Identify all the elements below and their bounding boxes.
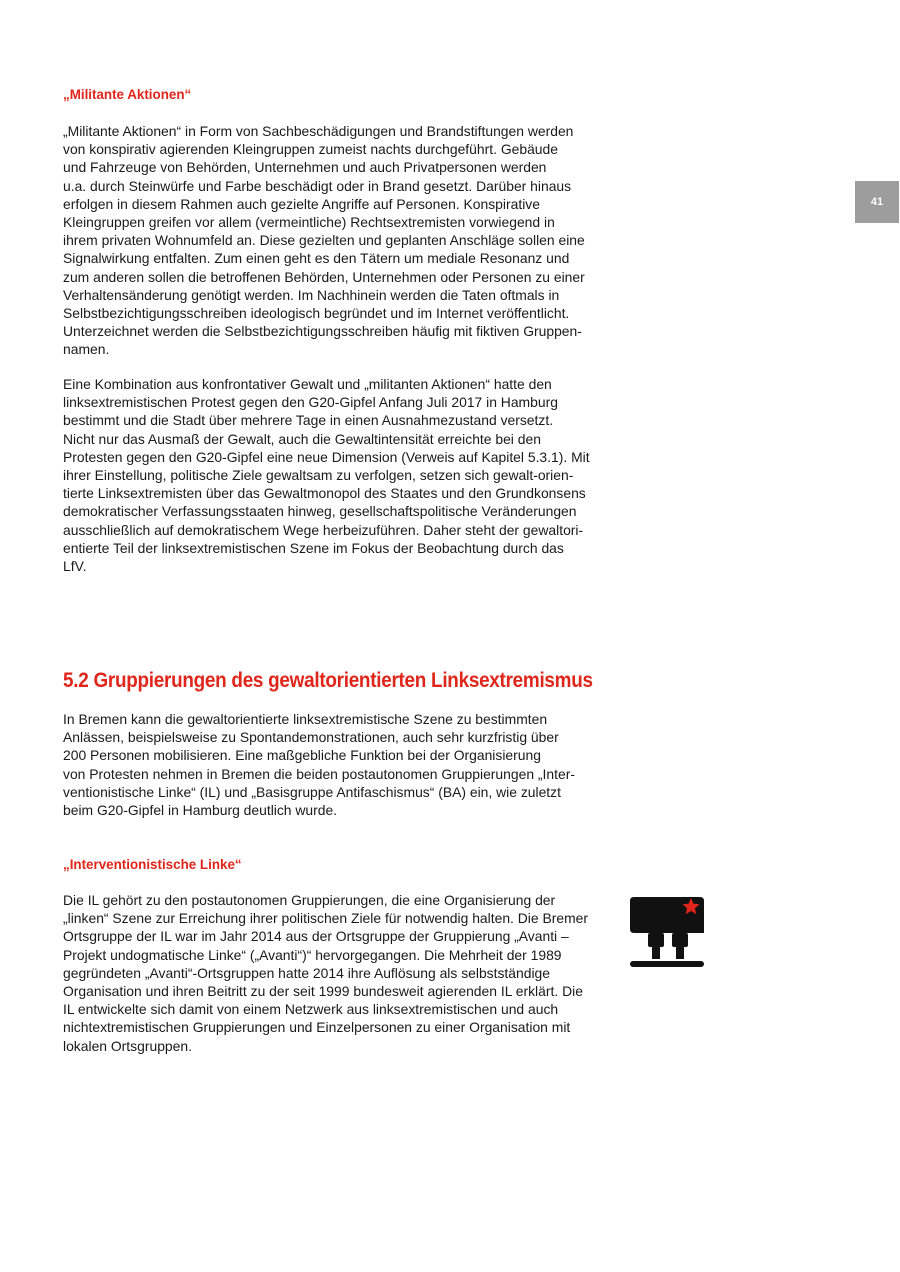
text-line: „linken“ Szene zur Erreichung ihrer politischen Ziele für notwendig halten. Die Bremer <box>63 910 589 927</box>
text-line: Anlässen, beispielsweise zu Spontandemonstrationen, auch sehr kurzfristig über <box>63 729 559 746</box>
text-line: von Protesten nehmen in Bremen die beiden postautonomen Gruppierungen „Inter- <box>63 765 575 782</box>
text-line: ihrem privaten Wohnumfeld an. Diese gezielten und geplanten Anschläge sollen eine <box>63 232 585 249</box>
text-line: lokalen Ortsgruppen. <box>63 1037 192 1054</box>
text-line: entierte Teil der linksextremistischen Szene im Fokus der Beobachtung durch das <box>63 539 564 556</box>
text-line: Signalwirkung entfalten. Zum einen geht es den Tätern um mediale Resonanz und <box>63 250 570 267</box>
text-line: tierte Linksextremisten über das Gewaltmonopol des Staates und den Grundkonsens <box>63 485 586 502</box>
text-line: namen. <box>63 341 110 358</box>
text-line: nichtextremistischen Gruppierungen und Einzelpersonen zu einer Organisation mit <box>63 1019 571 1036</box>
text-line: Ortsgruppe der IL war im Jahr 2014 aus der Ortsgruppe der Gruppierung „Avanti – <box>63 928 569 945</box>
text-line: Eine Kombination aus konfrontativer Gewalt und „militanten Aktionen“ hatte den <box>63 376 552 392</box>
text-line: Verhaltensänderung genötigt werden. Im Nachhinein werden die Taten oftmals in <box>63 286 560 303</box>
logo-right-pillar <box>672 933 688 947</box>
militant-actions-heading: „Militante Aktionen“ <box>63 87 192 102</box>
text-line: bestimmt und die Stadt über mehrere Tage in einen Ausnahmezustand versetzt. <box>63 412 554 429</box>
text-line: u.a. durch Steinwürfe und Farbe beschädigt oder in Brand gesetzt. Darüber hinaus <box>63 177 572 194</box>
text-line: Organisation und ihren Beitritt zu der seit 1999 bundesweit agierenden IL erklärt. Die <box>63 983 583 1000</box>
text-line: Protesten gegen den G20-Gipfel eine neue Dimension (Verweis auf Kapitel 5.3.1). Mit <box>63 448 590 465</box>
text-line: demokratischer Verfassungsstaaten hinweg, gesellschaftspolitische Veränderungen <box>63 503 577 520</box>
text-line: von konspirativ agierenden Kleingruppen zumeist nachts durchgeführt. Gebäude <box>63 141 558 158</box>
text-line: LfV. <box>63 558 87 575</box>
text-line: ausschließlich auf demokratischem Wege herbeizuführen. Daher steht der gewaltori- <box>63 521 584 538</box>
militant-actions-paragraph-2 <box>63 375 611 575</box>
text-line: beim G20-Gipfel in Hamburg deutlich wurde. <box>63 802 338 819</box>
text-line: 200 Personen mobilisieren. Eine maßgebliche Funktion bei der Organisierung <box>63 747 541 764</box>
logo-base <box>630 961 704 967</box>
groups-paragraph-1 <box>63 710 611 819</box>
text-line: IL entwickelte sich damit von einem Netzwerk aus linksextremistischen und auch <box>63 1001 559 1018</box>
text-line: „Militante Aktionen“ in Form von Sachbeschädigungen und Brandstiftungen werden <box>63 123 574 139</box>
text-line: Kleingruppen greifen vor allem (vermeintliche) Rechtsextremisten vorwiegend in <box>63 214 555 231</box>
interventionist-left-heading: „Interventionistische Linke“ <box>63 857 242 872</box>
text-line: In Bremen kann die gewaltorientierte linksextremistische Szene zu bestimmten <box>63 711 548 727</box>
text-line: linksextremistischen Protest gegen den G20-Gipfel Anfang Juli 2017 in Hamburg <box>63 394 558 411</box>
section-heading-5-2: 5.2 Gruppierungen des gewaltorientierten Linksextremismus <box>63 669 593 692</box>
text-line: gegründeten „Avanti“-Ortsgruppen hatte 2014 ihre Auflösung als selbstständige <box>63 964 551 981</box>
page-number: 41 <box>855 181 899 223</box>
text-line: zum anderen sollen die betroffenen Behörden, Unternehmen oder Personen zu einer <box>63 268 585 285</box>
text-line: erfolgen in diesem Rahmen auch gezielte Angriffe auf Personen. Konspirative <box>63 195 540 212</box>
text-line: Selbstbezichtigungsschreiben ideologisch begründet und im Internet veröffentlicht. <box>63 305 570 322</box>
text-line: und Fahrzeuge von Behörden, Unternehmen und auch Privatpersonen werden <box>63 159 547 176</box>
text-line: Nicht nur das Ausmaß der Gewalt, auch die Gewaltintensität erreichte bei den <box>63 430 541 447</box>
text-line: Projekt undogmatische Linke“ („Avanti“)“ hervorgegangen. Die Mehrheit der 1989 <box>63 946 562 963</box>
text-line: Unterzeichnet werden die Selbstbezichtigungsschreiben häufig mit fiktiven Gruppen- <box>63 323 582 340</box>
militant-actions-paragraph-1 <box>63 122 611 359</box>
interventionistische-linke-logo-icon <box>628 893 706 971</box>
text-line: ventionistische Linke“ (IL) und „Basisgruppe Antifaschismus“ (BA) ein, wie zuletzt <box>63 783 561 800</box>
interventionist-left-paragraph-1 <box>63 891 611 1055</box>
logo-left-pillar <box>648 933 664 947</box>
text-line: ihrer Einstellung, politische Ziele gewaltsam zu verfolgen, setzen sich gewalt-orien- <box>63 467 574 484</box>
text-line: Die IL gehört zu den postautonomen Gruppierungen, die eine Organisierung der <box>63 892 556 908</box>
